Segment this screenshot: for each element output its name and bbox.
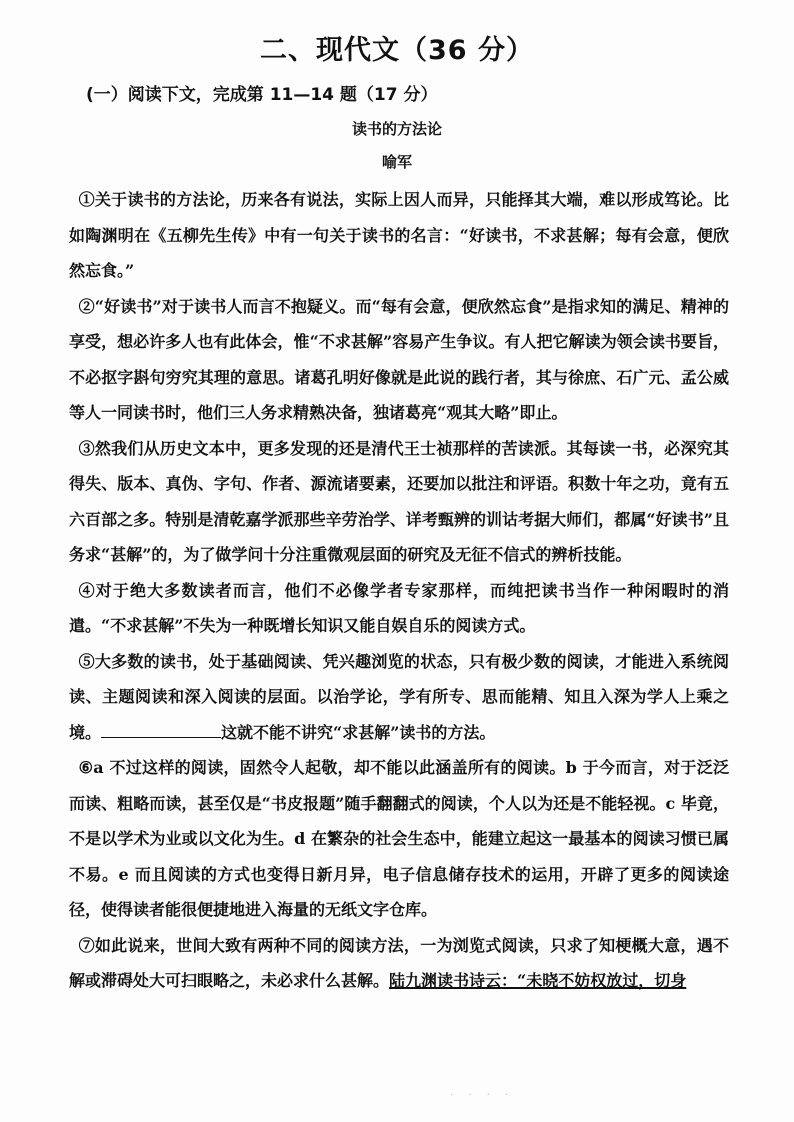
paragraph-7-text: ⑦如此说来，世间大致有两种不同的阅读方法，一为浏览式阅读，只求了知梗概大意，遇不解或滞碍处大可扫眼略之，未必求什么甚解。 <box>69 935 729 990</box>
paragraph-7 <box>69 928 729 999</box>
article-body <box>69 182 729 999</box>
paragraph-6: ⑥a 不过这样的阅读，固然令人起敬，却不能以此涵盖所有的阅读。b 于今而言，对于泛泛而读、粗略而读，甚至仅是“书皮报题”随手翻翻式的阅读，个人以为还是不能轻视。c 毕竟，不是以学术为业或以文化为生。d 在繁杂的社会生态中，能建立起这一最基本的阅读习惯已属不易。e 而且阅读的方式也变得日新月异，电子信息储存技术的运用，开辟了更多的阅读途径，使得读者能很便捷地进入海量的无纸文字仓库。 <box>69 758 729 919</box>
section-title: 二、现代文（36 分） <box>260 35 534 66</box>
paragraph-5-tail: 这就不能不讲究“求甚解”读书的方法。 <box>221 722 496 742</box>
paragraph-5-text: ⑤大多数的读书，处于基础阅读、凭兴趣浏览的状态，只有极少数的阅读，才能进入系统阅读、主题阅读和深入阅读的层面。以治学论，学有所专、思而能精、知且入深为学人上乘之境。 <box>69 651 729 742</box>
scan-artifact: · · · · <box>450 1090 515 1101</box>
paragraph-5 <box>69 644 729 751</box>
underlined-quote: 陆九渊读书诗云：“未晓不妨权放过，切身 <box>389 971 687 990</box>
article-title: 读书的方法论 <box>351 120 442 138</box>
question-header: (一）阅读下文，完成第 11—14 题（17 分） <box>86 85 438 105</box>
paragraph-1: ①关于读书的方法论，历来各有说法，实际上因人而异，只能择其大端，难以形成笃论。比如陶渊明在《五柳先生传》中有一句关于读书的名言：“好读书，不求甚解；每有会意，便欣然忘食。” <box>69 190 729 280</box>
paragraph-4: ④对于绝大多数读者而言，他们不必像学者专家那样，而纯把读书当作一种闲暇时的消遣。“不求甚解”不失为一种既增长知识又能自娱自乐的阅读方式。 <box>69 580 729 635</box>
fill-in-blank[interactable] <box>101 719 221 738</box>
paragraph-2: ②“好读书”对于读书人而言不抱疑义。而“每有会意，便欣然忘食”是指求知的满足、精神的享受，想必许多人也有此体会，惟“不求甚解”容易产生争议。有人把它解读为领会读书要旨，不必抠字斟句穷究其理的意思。诸葛孔明好像就是此说的践行者，其与徐庶、石广元、孟公威等人一同读书时，他们三人务求精熟决备，独诸葛亮“观其大略”即止。 <box>69 296 729 422</box>
paragraph-3: ③然我们从历史文本中，更多发现的还是清代王士祯那样的苦读派。其每读一书，必深究其得失、版本、真伪、字句、作者、源流诸要素，还要加以批注和评语。积数十年之功，竟有五六百部之多。特别是清乾嘉学派那些辛劳治学、详考甄辨的训诂考据大师们，都属“好读书”且务求“甚解”的，为了做学问十分注重微观层面的研究及无征不信式的辨析技能。 <box>69 438 729 564</box>
article-author: 喻军 <box>381 153 412 171</box>
